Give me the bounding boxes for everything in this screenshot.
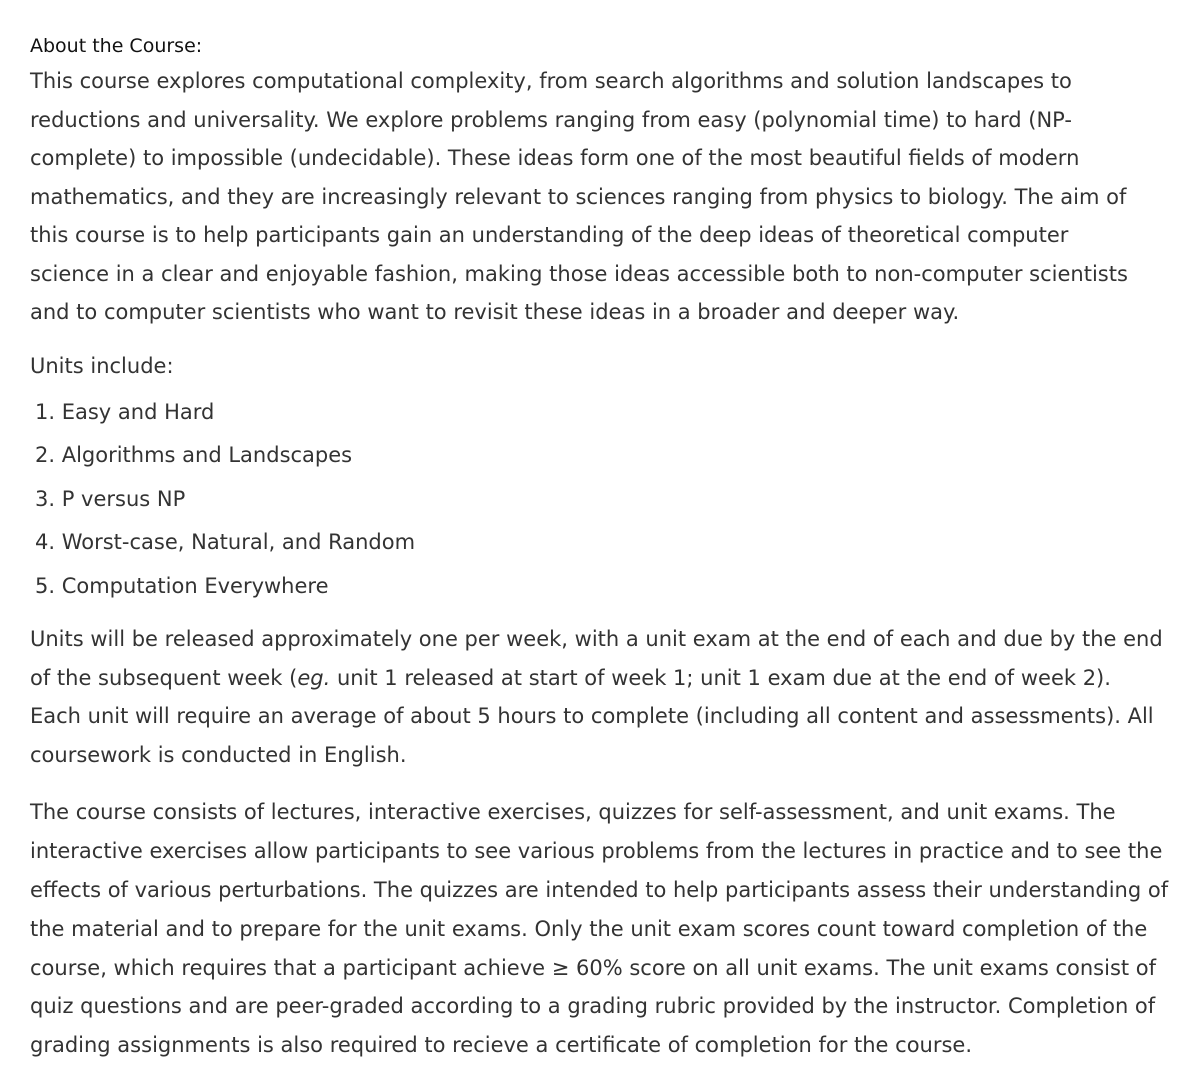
unit-item: 2. Algorithms and Landscapes: [35, 443, 353, 468]
unit-list: [30, 391, 1178, 609]
unit-item: 5. Computation Everywhere: [35, 573, 329, 598]
schedule-paragraph: [30, 620, 1165, 774]
format-paragraph: The course consists of lectures, interactive exercises, quizzes for self-assessment, and unit exams. The interactive exercises allow participants to see various problems from the lectures in practice and to see the effects of various perturbations. The quizzes are intended to help participants assess their understanding of the material and to prepare for the unit exams. Only the unit exam scores count toward completion of the course, which requires that a participant achieve ≥ 60% score on all unit exams. The unit exams consist of quiz questions and are peer-graded according to a grading rubric provided by the instructor. Completion of grading assignments is also required to recieve a certificate of completion for the course.: [30, 800, 1169, 1058]
schedule-text-after: unit 1 released at start of week 1; unit 1 exam due at the end of week 2). Each unit will require an average of about 5 hours to complete (including all content and assessments). All coursework is conducted in English.: [30, 665, 1154, 767]
about-heading: About the Course:: [30, 35, 203, 57]
course-description: [30, 30, 1178, 1065]
schedule-emphasis: eg.: [297, 665, 331, 690]
unit-item: 3. P versus NP: [35, 486, 186, 511]
unit-item: 4. Worst-case, Natural, and Random: [35, 530, 416, 555]
schedule-text-before: Units will be released approximately one per week, with a unit exam at the end of each and due by the end of the subsequent week (: [30, 627, 1163, 690]
units-label: Units include:: [30, 353, 174, 378]
unit-item: 1. Easy and Hard: [35, 399, 215, 424]
about-paragraph: This course explores computational complexity, from search algorithms and solution landscapes to reductions and universality. We explore problems ranging from easy (polynomial time) to hard (NP-complete) to impossible (undecidable). These ideas form one of the most beautiful fields of modern mathematics, and they are increasingly relevant to sciences ranging from physics to biology. The aim of this course is to help participants gain an understanding of the deep ideas of theoretical computer science in a clear and enjoyable fashion, making those ideas accessible both to non-computer scientists and to computer scientists who want to revisit these ideas in a broader and deeper way.: [30, 69, 1128, 324]
